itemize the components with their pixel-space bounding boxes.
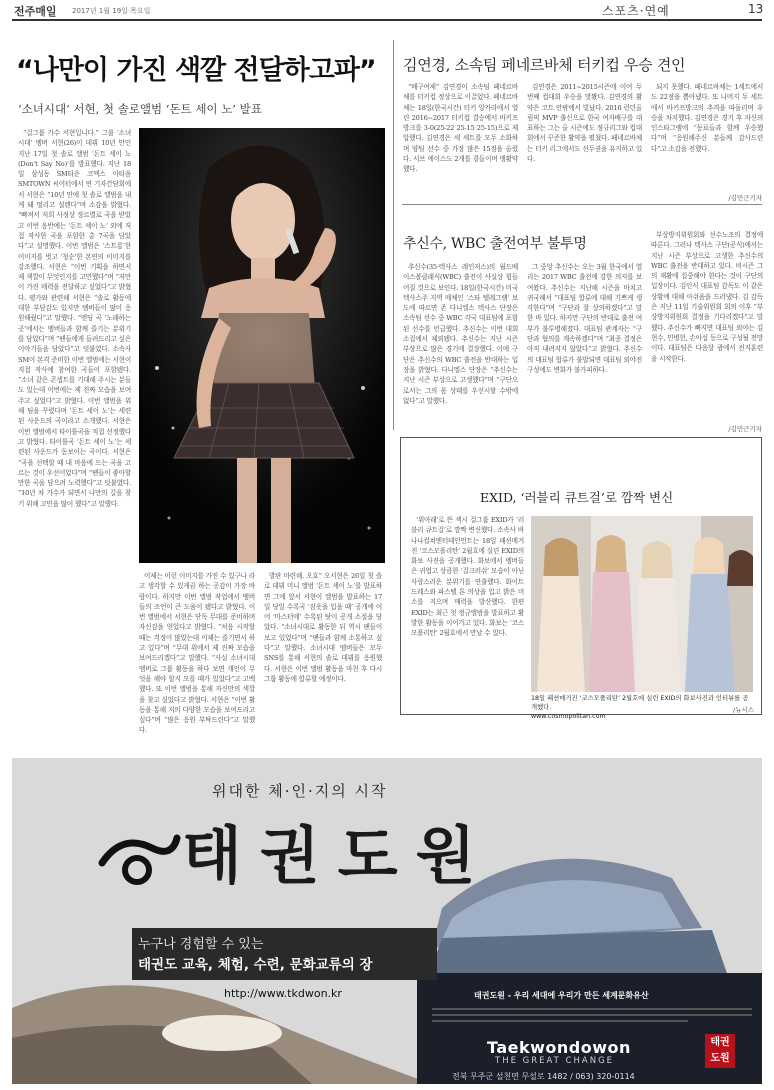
exid-headline: EXID, ‘러블리 큐트걸’로 깜짝 변신: [480, 490, 674, 505]
choo-headline: 추신수, WBC 출전여부 불투명: [403, 236, 587, 252]
ad-tagline: 위대한 체·인·지의 시작: [212, 782, 388, 800]
lead-headline: “나만이 가진 색깔 전달하고파”: [16, 55, 376, 86]
publication-name: 전주매일: [14, 5, 57, 18]
ad-brand-english-sub: THE GREAT CHANGE: [495, 1056, 615, 1066]
ad-address: 전북 무주군 설천면 무설로 1482 / 063) 320-0114: [452, 1072, 635, 1081]
seohyun-stage-photo: [139, 128, 385, 563]
ad-red-badge: [705, 1034, 735, 1068]
lead-col1-text: “걸그룹 가수 서현입니다.” 그룹 ‘소녀시대’ 멤버 서현(26)이 데뷔 10년 만인 지난 17일 첫 솔로 앨범 ‘돈트 세이 노(Don’t Say No)’를 발표했다. 지난 18일 삼성동 SM타운 코엑스 아티움 SMTOWN 씨어터에서 연 기자간담회에서 서현은 “10년 만에 첫 솔로 앨범을 내게 돼 떨리고 설렌다”며 소감을 밝혔다. “빠져서 저희 사정상 장르별로 곡을 받았고 이번 음반에는 ‘돈트 세이 노’ 외에 직접 작사한 곡을 포함한 총 7곡을 담았다”고 설명했다. 이번 앨범은 ‘스트롱’한 이미지를 벗고 ‘청순’한 본연의 이미지를 강조했다. 서현은 “이번 기획을 하면서 제 색깔이 무엇인지를 고민했다”며 “저만이 가진 매력을 전달하고 싶었다”고 밝혔다. 평가와 관련해 서현은 “솔로 활동에 대한 부담감도 있지만 멤버들이 많이 응원해줬다”고 말했다. “엔딩 곡 ‘노래하는 곳’에서는 멤버들과 함께 즐기는 분위기를 담았다”며 “팬들에게 들려드리고 싶은 이야기들을 담았다”고 덧붙였다. 소속사 SM이 본격 준비한 이번 앨범에는 서현이 직접 작사에 참여한 곡들이 포함됐다. “소녀 같은 콘셉트를 기대해 주시는 분들도 있는데 이번에는 제 진짜 모습을 보여주고 싶었다”고 밝혔다. 이번 앨범을 위해 팀을 꾸렸다며 ‘돈트 세이 노’는 세련된 사운드의 곡이라고 소개했다. 서현은 이번 앨범에서 타이틀곡을 직접 선정했다고 밝혔다. 타이틀곡 ‘돈트 세이 노’는 세련된 사운드가 돋보이는 곡이다. 서현은 “곡을 선택할 때 내 마음에 드는 곡을 고르는 것이 우선이었다”며 “팬들이 좋아할 만한 곡을 담으려 노력했다”고 덧붙였다. “10년 차 가수가 되면서 나만의 길을 찾기 위해 고민을 많이 했다”고 말했다.: [18, 129, 131, 508]
choo-column-2: [527, 262, 642, 430]
lead-subhead: ‘소녀시대’ 서현, 첫 솔로앨범 ‘돈트 세이 노’ 발표: [18, 102, 262, 116]
kim-col3-text: 되지 못했다. 페네르바체는 1세트에서도 22점을 뽑아냈다. 또 나머지 두 세트에서 바키프방크의 추격을 따돌리며 우승을 차지했다. 김연경은 경기 후 자신의 인스타그램에 “동료들과 함께 우승했다”며 “응원해주신 분들께 감사드린다”고 소감을 전했다.: [651, 83, 763, 153]
ad-slogan-line1: 누구나 경험할 수 있는: [138, 937, 264, 952]
ad-slogan-line2: 태권도 교육, 체험, 수련, 문화교류의 장: [138, 957, 373, 973]
lead-col3-text: 발판 마련해. 오호” 오서현은 26일 첫 솔로 데뷔 미니 앨범 ‘돈트 세이 노’를 발표하면 그에 앞서 서현이 앨범을 발표하는 17일 당일 수록곡 ‘잠옷을 입을 때’ 공개에 이어 ‘마스터에’ 수록된 탓이 공개 소절을 담았다. “소녀시대로 활동한 뒤 역시 팬들이 보고 있었다”며 “팬들과 함께 소통하고 싶다”고 말했다. 소녀시대 멤버들은 모두 SNS를 통해 서현의 솔로 데뷔를 응원했다. 서현은 이번 앨범 활동을 마친 후 다시 그룹 활동에 합류할 예정이다.: [264, 572, 382, 683]
choo-col1-text: 추신수(35·텍사스 레인저스)의 월드베이스볼클래식(WBC) 출전이 사실상 힘들어질 것으로 보인다. 18일(한국시간) 미국 텍사스주 지역 매체인 ‘스타 텔레그램’ 보도에 따르면 존 다니엘스 텍사스 단장은 소속팀 선수 중 WBC 각국 대표팀에 포함된 선수를 언급했다. 추신수는 이번 대회 소집에서 제외됐다. 추신수는 지난 시즌 부상으로 많은 경기에 결장했다. 이에 구단은 추신수의 WBC 출전을 반대하는 입장을 밝혔다. 다니엘스 단장은 “추신수는 지난 시즌 부상으로 고생했다”며 “구단으로서는 그의 몸 상태를 우선시할 수밖에 없다”고 말했다.: [403, 263, 518, 405]
header-rule: [12, 19, 762, 21]
kim-bottom-rule: [402, 204, 762, 205]
exid-column: [411, 515, 524, 687]
kim-byline: /김민근기자: [728, 194, 762, 202]
exid-body-text: ‘위아래’로 뜬 섹시 걸그룹 EXID가 ‘러블리 큐트걸’로 깜짝 변신했다. 소속사 바나나컬쳐엔터테인먼트는 18일 패션매거진 ‘코스모폴리탄’ 2월호에 실린 EXID의 화보 사진을 공개했다. 화보에서 멤버들은 귀엽고 상큼한 ‘걸크러쉬’ 모습이 아닌 사랑스러운 분위기를 연출했다. 화이트 드레스와 파스텔 톤 의상을 입고 밝은 미소를 지으며 매력을 발산했다. 한편 EXID는 최근 첫 정규앨범을 발표하고 활발한 활동을 이어가고 있다. 화보는 ‘코스모폴리탄’ 2월호에서 만날 수 있다.: [411, 516, 524, 638]
ad-red-badge-text: 태권도원: [710, 1037, 730, 1064]
kim-column-3: [651, 82, 763, 192]
choo-column-1: [403, 262, 518, 430]
exid-caption-url: www.cosmopolitan.com: [531, 713, 606, 720]
exid-members-figures: [531, 516, 753, 692]
taekwondowon-ad: [12, 758, 762, 1084]
section-name: 스포츠·연예: [602, 4, 670, 18]
choo-col2-text: 그 중앙 추신수는 오는 3월 한국에서 열리는 2017 WBC 출전에 강한 의지를 보여왔다. 추신수는 지난해 시즌을 마치고 귀국해서 “대표팀 합류에 대해 기쁘게 생각한다”며 “구단과 잘 상의하겠다”고 말한 바 있다. 하지만 구단의 반대로 출전 여부가 불투명해졌다. 대표팀 관계자는 “구단과 협의를 계속하겠다”며 “최종 결정은 아직 내려지지 않았다”고 밝혔다. 추신수의 대표팀 합류가 불발되면 대표팀 외야진 구성에도 변화가 불가피하다.: [527, 263, 642, 374]
kim-headline: 김연경, 소속팀 페네르바체 터키컵 우승 견인: [403, 56, 686, 74]
choo-col3-text: 부상방지위원회와 선수노조의 결정에 따른다. 그러나 텍사스 구단(공식)에서는 지난 시즌 부상으로 고생한 추신수의 WBC 출전을 반대하고 있다. 비시즌 그의 재활에 집중해야 한다는 것이 구단의 입장이다. 김인식 대표팀 감독도 이 같은 상황에 대해 아쉬움을 드러냈다. 김 감독은 지난 11일 기술위원회 회의 이후 “부상방지위원회 결정을 기다리겠다”고 말했다. 추신수가 빠지면 대표팀 외야는 김현수, 민병헌, 손아섭 등으로 구성될 전망이다. 대표팀은 다음달 괌에서 전지훈련을 시작한다.: [651, 231, 763, 363]
choo-column-3: [651, 230, 763, 420]
kim-column-2: [527, 82, 642, 202]
ad-brand-korean: 태권도원: [182, 819, 494, 892]
kim-col1-text: “배구여제” 김연경이 소속팀 페네르바체를 터키컵 정상으로 이끌었다. 페네르바체는 18일(한국시간) 터키 앙카라에서 열린 2016~2017 터키컵 결승에서 바키프방크를 3-0(25-22 25-15 25-15)으로 제압했다. 김연경은 세 세트를 모두 소화하며 양팀 선수 중 가장 많은 15점을 올렸다. 서브 에이스도 2개를 곁들이며 맹활약했다.: [403, 83, 518, 174]
issue-date: 2017년 1월 19일 목요일: [72, 7, 151, 15]
lead-col2-text: 이제는 이런 이미지를 가진 수 있구나 라고 생각할 수 있게끔 하는 공감이 가장 바람이다. 하지만 이번 앨범 작업에서 멤버들의 조언이 큰 도움이 됐다고 밝혔다. 이번 앨범에서 서현은 단독 무대를 준비하며 자신감을 얻었다고 밝혔다. “처음 시작할 때는 걱정이 많았는데 이제는 즐기면서 하고 있다”며 “무대 위에서 제 진짜 모습을 보여드리겠다”고 말했다. “사실 소녀시대 멤버로 그룹 활동을 하다 보면 개인이 무엇을 해야 할지 모를 때가 있었다”고 고백했다. 또 이번 앨범을 통해 자신만의 색깔을 찾고 싶었다고 밝혔다. 서현은 “이번 활동을 통해 저의 다양한 모습을 보여드리고 싶다”며 “많은 응원 부탁드린다”고 말했다.: [139, 572, 255, 735]
ad-panel-title: 태권도원 - 우리 세대에 우리가 만든 세계문화유산: [474, 991, 649, 1000]
performer-figure: [139, 128, 385, 563]
exid-group-photo: [531, 516, 753, 692]
column-divider: [393, 40, 394, 430]
exid-caption: 18일 패션매거진 ‘코스모폴리탄’ 2월호에 실린 EXID의 화보사진과 인터뷰를 공개했다.: [531, 695, 749, 711]
choo-byline: /김민근기자: [728, 425, 762, 433]
exid-byline: /뉴시스: [732, 706, 754, 714]
kim-col2-text: 김연경은 2011~2015시즌에 이어 두 번째 컵대회 우승을 맛봤다. 김연경의 활약은 코트 안팎에서 빛났다. 2016 런던올림픽 MVP 출신으로 한국 여자배구를 대표하는 그는 올 시즌에도 정규리그와 컵대회에서 꾸준한 활약을 펼쳤다. 페네르바체는 터키 리그에서도 선두권을 유지하고 있다.: [527, 83, 642, 164]
ad-panel-text-lines: [432, 1004, 752, 1024]
ad-url[interactable]: http://www.tkdwon.kr: [224, 987, 342, 1000]
ad-brand-english: Taekwondowon: [487, 1038, 631, 1057]
kim-column-1: [403, 82, 518, 202]
ad-emblem-icon: [92, 828, 182, 888]
page-number: 13: [748, 2, 764, 16]
